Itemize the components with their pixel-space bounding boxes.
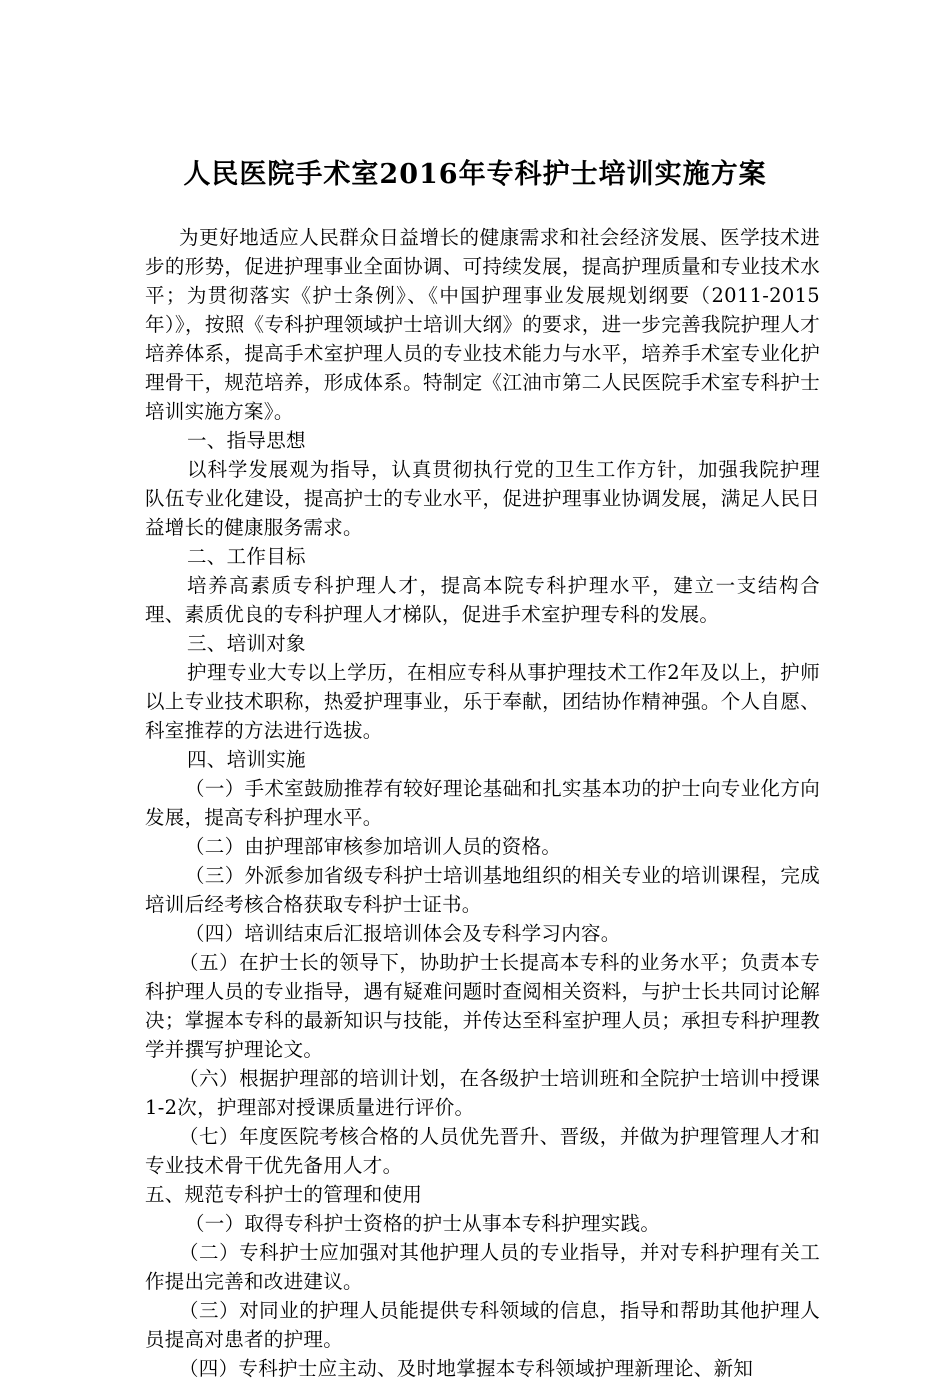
list-item-implementation-4: （四）培训结束后汇报培训体会及专科学习内容。 xyxy=(185,922,621,945)
list-item-implementation-2: （二）由护理部审核参加培训人员的资格。 xyxy=(185,835,562,858)
list-item-management-3: （三）对同业的护理人员能提供专科领域的信息，指导和帮助其他护理人员提高对患者的护理。 xyxy=(145,1299,820,1351)
list-item-implementation-3: （三）外派参加省级专科护士培训基地组织的相关专业的培训课程，完成培训后经考核合格获取专科护士证书。 xyxy=(145,864,820,916)
section-heading-training-targets: 三、培训对象 xyxy=(187,632,306,655)
list-item-implementation-6: （六）根据护理部的培训计划，在各级护士培训班和全院护士培训中授课1-2次，护理部对授课质量进行评价。 xyxy=(145,1067,820,1119)
section-heading-work-goals: 二、工作目标 xyxy=(187,545,306,568)
list-item-management-1: （一）取得专科护士资格的护士从事本专科护理实践。 xyxy=(185,1212,661,1235)
list-item-implementation-1: （一）手术室鼓励推荐有较好理论基础和扎实基本功的护士向专业化方向发展，提高专科护理水平。 xyxy=(145,777,820,829)
section-heading-training-implementation: 四、培训实施 xyxy=(187,748,306,771)
list-item-implementation-5: （五）在护士长的领导下，协助护士长提高本专科的业务水平；负责本专科护理人员的专业指导，遇有疑难问题时查阅相关资料，与护士长共同讨论解决；掌握本专科的最新知识与技能，并传达至科室护理人员；承担专科护理教学并撰写护理论文。 xyxy=(145,951,820,1061)
paragraph-training-targets: 护理专业大专以上学历，在相应专科从事护理技术工作2年及以上，护师以上专业技术职称，热爱护理事业，乐于奉献，团结协作精神强。个人自愿、科室推荐的方法进行选拔。 xyxy=(145,661,820,742)
paragraph-work-goals: 培养高素质专科护理人才，提高本院专科护理水平，建立一支结构合理、素质优良的专科护理人才梯队，促进手术室护理专科的发展。 xyxy=(145,574,820,626)
list-item-management-2: （二）专科护士应加强对其他护理人员的专业指导，并对专科护理有关工作提出完善和改进建议。 xyxy=(145,1241,820,1293)
section-heading-guiding-ideology: 一、指导思想 xyxy=(187,429,306,452)
section-heading-management: 五、规范专科护士的管理和使用 xyxy=(145,1183,423,1206)
paragraph-guiding-ideology: 以科学发展观为指导，认真贯彻执行党的卫生工作方针，加强我院护理队伍专业化建设，提高护士的专业水平，促进护理事业协调发展，满足人民日益增长的健康服务需求。 xyxy=(145,458,820,539)
document-body xyxy=(145,223,820,1383)
list-item-management-4: （四）专科护士应主动、及时地掌握本专科领域护理新理论、新知 xyxy=(179,1357,754,1380)
list-item-implementation-7: （七）年度医院考核合格的人员优先晋升、晋级，并做为护理管理人才和专业技术骨干优先备用人才。 xyxy=(145,1125,820,1177)
document-title: 人民医院手术室2016年专科护士培训实施方案 xyxy=(183,159,767,190)
intro-paragraph: 为更好地适应人民群众日益增长的健康需求和社会经济发展、医学技术进步的形势，促进护理事业全面协调、可持续发展，提高护理质量和专业技术水平；为贯彻落实《护士条例》、《中国护理事业发展规划纲要（2011-2015年）》，按照《专科护理领域护士培训大纲》的要求，进一步完善我院护理人才培养体系，提高手术室护理人员的专业技术能力与水平，培养手术室专业化护理骨干，规范培养，形成体系。特制定《江油市第二人民医院手术室专科护士培训实施方案》。 xyxy=(145,226,820,423)
